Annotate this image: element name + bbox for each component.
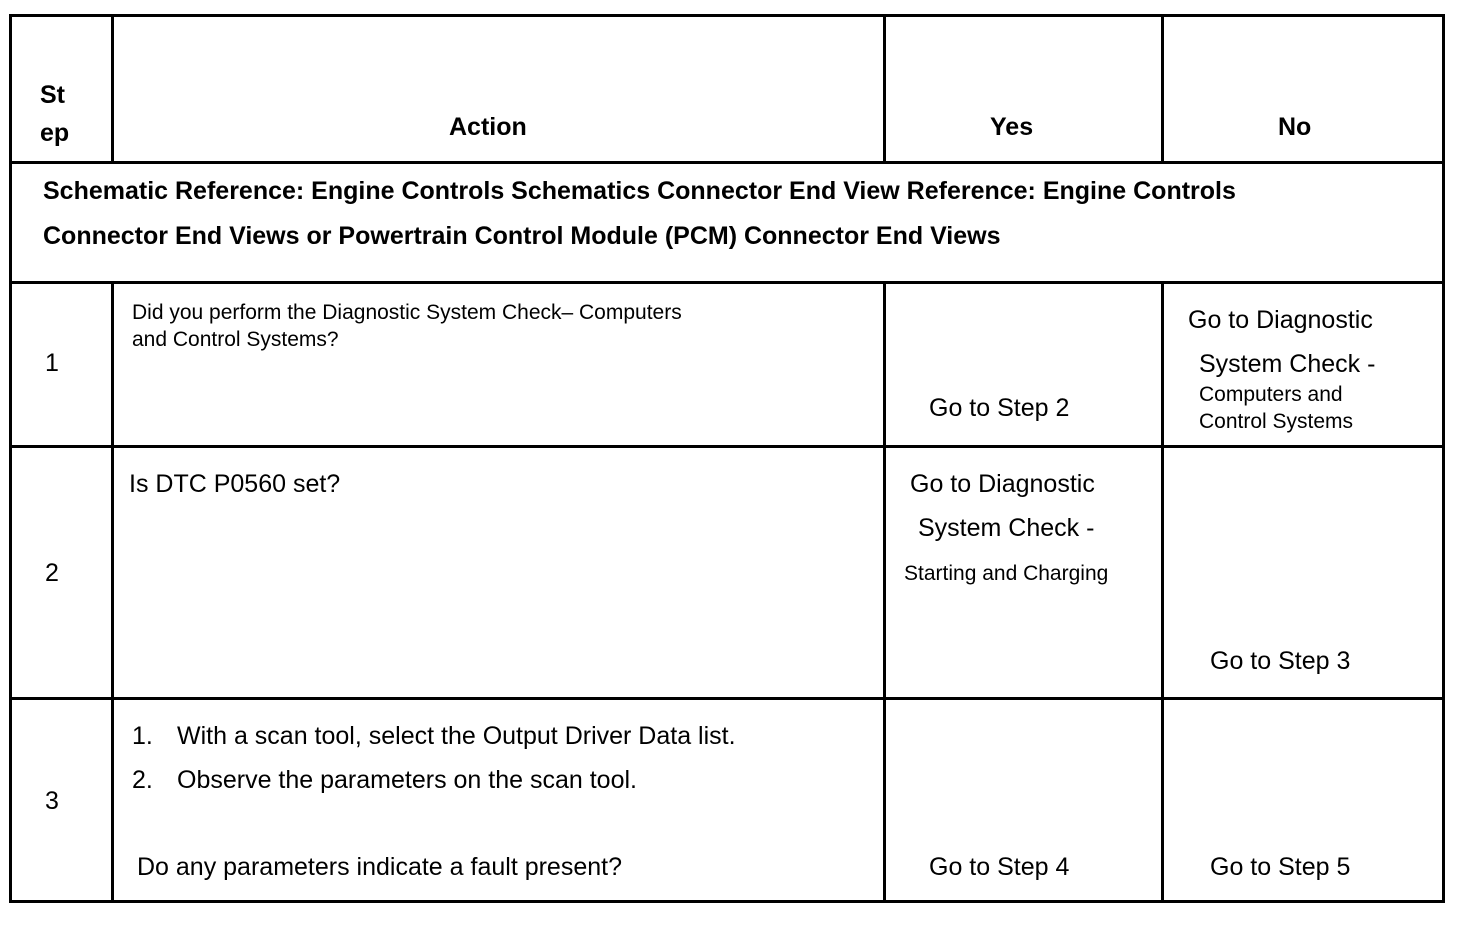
header-no: No — [1278, 113, 1312, 141]
step-number: 3 — [45, 787, 59, 815]
col-divider — [111, 281, 114, 903]
action-text: Is DTC P0560 set? — [129, 470, 341, 498]
header-action: Action — [449, 113, 527, 141]
header-step — [40, 76, 69, 152]
list-item-text: Observe the parameters on the scan tool. — [177, 766, 637, 794]
yes-go-to-diagnostic: System Check - — [918, 514, 1095, 542]
col-divider — [111, 17, 114, 161]
row-divider — [12, 161, 1442, 164]
list-item-number: 1. — [132, 722, 153, 750]
yes-go-to-diagnostic: Go to Diagnostic — [910, 470, 1095, 498]
row-divider — [12, 697, 1442, 700]
no-go-to-diagnostic: Control Systems — [1199, 410, 1354, 433]
no-go-to-diagnostic: System Check - — [1199, 350, 1376, 378]
action-text: and Control Systems? — [132, 328, 339, 351]
list-item-text: With a scan tool, select the Output Driver Data list. — [177, 722, 736, 750]
yes-go-to-step: Go to Step 2 — [929, 394, 1070, 422]
action-question: Do any parameters indicate a fault present? — [137, 853, 622, 881]
col-divider — [1161, 17, 1164, 161]
header-yes: Yes — [990, 113, 1034, 141]
row-divider — [12, 445, 1442, 448]
no-go-to-diagnostic: Computers and — [1199, 383, 1343, 406]
row-divider — [12, 281, 1442, 284]
step-number: 2 — [45, 559, 59, 587]
col-divider — [883, 17, 886, 161]
schematic-reference-line2: Connector End Views or Powertrain Control Module (PCM) Connector End Views — [43, 222, 1001, 250]
no-go-to-step: Go to Step 5 — [1210, 853, 1351, 881]
list-item-number: 2. — [132, 766, 153, 794]
no-go-to-step: Go to Step 3 — [1210, 647, 1351, 675]
header-step-line1: St — [40, 81, 65, 109]
step-number: 1 — [45, 349, 59, 377]
yes-go-to-diagnostic: Starting and Charging — [904, 562, 1109, 585]
col-divider — [1161, 281, 1164, 903]
header-step-line2: ep — [40, 119, 70, 147]
yes-go-to-step: Go to Step 4 — [929, 853, 1070, 881]
col-divider — [883, 281, 886, 903]
no-go-to-diagnostic: Go to Diagnostic — [1188, 306, 1373, 334]
schematic-reference-line1: Schematic Reference: Engine Controls Schematics Connector End View Reference: Engine Controls — [43, 177, 1236, 205]
action-text: Did you perform the Diagnostic System Check– Computers — [132, 301, 682, 324]
